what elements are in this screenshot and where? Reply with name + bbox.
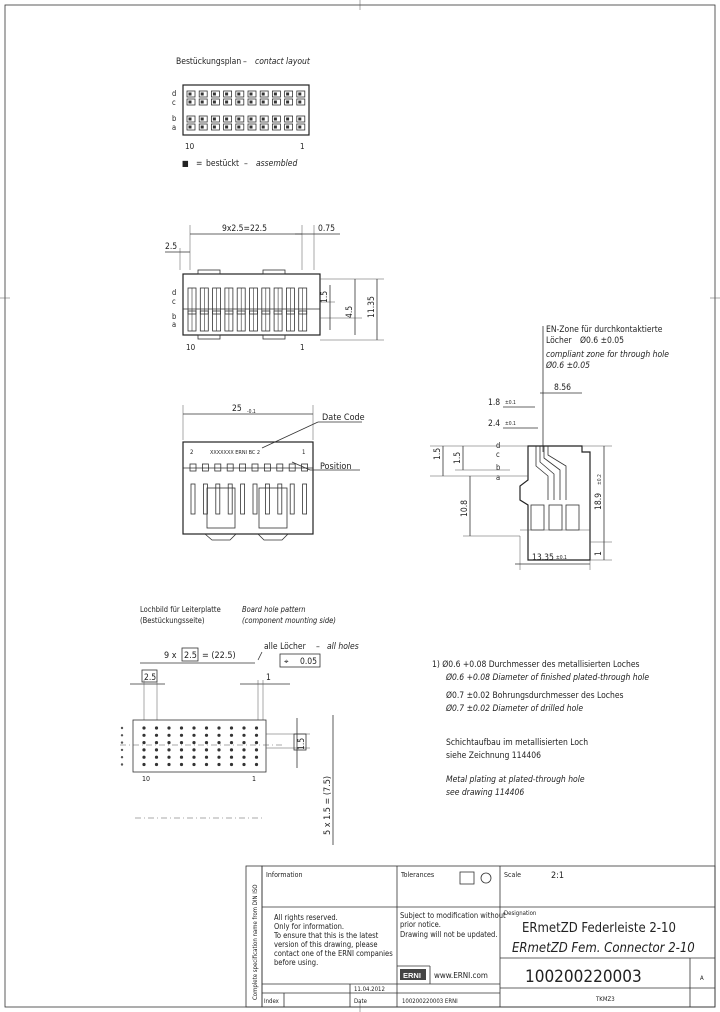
front-contact-slot	[228, 484, 232, 514]
board-hole	[230, 741, 233, 744]
board-hole	[155, 741, 158, 744]
contact-assembled-mark	[213, 93, 216, 96]
website: www.ERNI.com	[434, 971, 488, 980]
board-hole	[142, 741, 145, 744]
board-hole	[192, 756, 195, 759]
dim-24-tol: ±0.1	[505, 421, 516, 427]
dim-v-45: 4.5	[345, 305, 355, 318]
contact-assembled-mark	[201, 126, 204, 129]
tolerance-symbol	[460, 872, 474, 884]
board-hole	[217, 748, 220, 751]
front-contact-window	[289, 464, 295, 471]
side-hole-marker	[121, 734, 123, 736]
designation-label: Designation	[504, 910, 537, 917]
projection-symbol-icon	[481, 873, 491, 883]
date-code-label: Date Code	[322, 413, 365, 423]
board-hole	[217, 726, 220, 729]
zone-title-de: EN-Zone für durchkontaktierte	[546, 325, 663, 335]
front-contact-slot	[241, 484, 245, 514]
dim-left-25: 2.5	[165, 242, 178, 252]
position-tol: 0.05	[300, 657, 318, 667]
dim-1: 1	[594, 551, 604, 556]
dim-vertical: 5 x 1.5 = (7.5)	[323, 775, 333, 835]
contact-assembled-mark	[213, 126, 216, 129]
sheet-border	[5, 5, 715, 1007]
board-hole	[230, 756, 233, 759]
contact-assembled-mark	[286, 101, 289, 104]
zone-title-de2: Löcher	[546, 336, 572, 346]
note-2-en: Ø0.7 ±0.02 Diameter of drilled hole	[446, 704, 584, 714]
front-contact-slot	[265, 484, 269, 514]
board-hole	[230, 748, 233, 751]
note-4-en: Metal plating at plated-through hole	[446, 775, 585, 785]
contact-layout-section	[172, 57, 311, 169]
board-hole	[167, 726, 170, 729]
board-hole	[205, 741, 208, 744]
board-hole	[217, 741, 220, 744]
row-label-b: b	[496, 463, 501, 472]
board-hole	[217, 756, 220, 759]
front-contact-window	[252, 464, 258, 471]
contact-assembled-mark	[201, 118, 204, 121]
contact-assembled-mark	[237, 126, 240, 129]
board-hole	[242, 763, 245, 766]
front-contact-window	[190, 464, 196, 471]
contact-assembled-mark	[189, 126, 192, 129]
side-hole-marker	[121, 749, 123, 751]
pitch-suffix: = (22.5)	[202, 651, 236, 661]
contact-assembled-mark	[250, 101, 253, 104]
side-hole-marker	[121, 741, 123, 743]
front-contact-window	[227, 464, 233, 471]
pattern-subtitle-en: (component mounting side)	[242, 616, 336, 625]
front-contact-window	[202, 464, 208, 471]
layout-title-de: Bestückungsplan	[176, 57, 242, 67]
contact-assembled-mark	[274, 126, 277, 129]
board-hole	[192, 726, 195, 729]
note-1-de: 1) Ø0.6 +0.08 Durchmesser des metallisierten Loches	[432, 660, 640, 670]
board-hole	[192, 734, 195, 737]
svg-text:–: –	[316, 642, 320, 652]
row-label-a: a	[496, 473, 501, 482]
contact-assembled-mark	[274, 101, 277, 104]
front-contact-slot	[253, 484, 257, 514]
dim-189-tol: ±0.2	[597, 474, 603, 485]
dim-width-tol: -0.1	[247, 409, 256, 415]
contact-assembled-mark	[213, 118, 216, 121]
contact-assembled-mark	[286, 118, 289, 121]
front-contact-window	[264, 464, 270, 471]
board-hole	[167, 748, 170, 751]
board-hole	[230, 734, 233, 737]
notice-2: prior notice.	[400, 920, 441, 929]
contact-assembled-mark	[262, 126, 265, 129]
pattern-subtitle-de: (Bestückungsseite)	[140, 616, 205, 625]
all-holes-de: alle Löcher	[264, 642, 306, 652]
marking-text: XXXXXXX ERNI BC 2	[210, 450, 261, 456]
svg-text:–: –	[244, 159, 248, 169]
zone-dia-de: Ø0.6 ±0.05	[580, 336, 625, 346]
index-label: Index	[264, 998, 279, 1005]
side-hole-marker	[121, 756, 123, 758]
dim-15-left: 1.5	[433, 447, 443, 460]
pattern-outline	[133, 720, 266, 772]
board-hole	[192, 763, 195, 766]
svg-text:A: A	[700, 975, 704, 982]
front-contact-slot	[290, 484, 294, 514]
front-contact-slot	[278, 484, 282, 514]
board-hole	[167, 734, 170, 737]
row-label-c: c	[172, 297, 176, 306]
front-contact-window	[277, 464, 283, 471]
layout-pos-left: 10	[185, 142, 195, 151]
board-hole	[155, 763, 158, 766]
dim-189: 18.9	[594, 492, 604, 510]
contact-assembled-mark	[189, 93, 192, 96]
zone-dia-en: Ø0.6 ±0.05	[546, 361, 591, 371]
pattern-title-en: Board hole pattern	[242, 605, 306, 614]
front-contact-slot	[216, 484, 220, 514]
dim-width-25: 25	[232, 404, 242, 414]
top-view-section	[165, 224, 384, 352]
rights-6: before using.	[274, 958, 319, 967]
board-hole	[205, 756, 208, 759]
notes-section	[432, 659, 649, 798]
scale-value: 2:1	[551, 871, 565, 881]
note-1-en: Ø0.6 +0.08 Diameter of finished plated-through hole	[446, 673, 650, 683]
date-value: 11.04.2012	[354, 986, 385, 993]
board-hole	[192, 741, 195, 744]
board-hole	[230, 726, 233, 729]
board-hole	[217, 734, 220, 737]
board-hole	[180, 734, 183, 737]
front-peg-right	[259, 488, 287, 528]
dim-15-box: 1.5	[297, 737, 307, 750]
board-hole	[205, 763, 208, 766]
contact-assembled-mark	[298, 118, 301, 121]
designation-en: ERmetZD Fem. Connector 2-10	[512, 941, 695, 956]
layout-contact-grid	[183, 85, 309, 135]
svg-text:=: =	[196, 159, 203, 169]
info-label: Information	[266, 871, 303, 879]
board-hole	[142, 763, 145, 766]
rights-3: To ensure that this is the latest	[274, 931, 379, 940]
row-label-a: a	[172, 123, 177, 132]
board-hole	[142, 748, 145, 751]
part-number: 100200220003	[525, 967, 642, 987]
top-view-row-labels	[172, 288, 176, 329]
contact-assembled-mark	[262, 93, 265, 96]
pattern-pos-right: 1	[252, 775, 257, 783]
board-hole	[242, 741, 245, 744]
legend-de: bestückt	[206, 159, 240, 169]
front-peg-left	[207, 488, 235, 528]
top-pos-left: 10	[186, 343, 196, 352]
row-label-d: d	[172, 89, 177, 98]
board-hole	[255, 756, 258, 759]
board-hole	[155, 756, 158, 759]
board-hole	[205, 734, 208, 737]
contact-assembled-mark	[201, 101, 204, 104]
dim-1-right: 1	[266, 673, 271, 683]
top-view-body	[183, 274, 320, 335]
board-hole	[155, 734, 158, 737]
board-hole	[255, 763, 258, 766]
contact-assembled-mark	[225, 93, 228, 96]
top-pos-right: 1	[300, 343, 305, 352]
row-label-b: b	[172, 312, 177, 321]
board-hole	[155, 726, 158, 729]
board-hole	[180, 741, 183, 744]
dim-24: 2.4	[488, 419, 501, 429]
rights-2: Only for information.	[274, 922, 345, 931]
dim-18-tol: ±0.1	[505, 400, 516, 406]
front-contact-window	[240, 464, 246, 471]
dim-18: 1.8	[488, 398, 501, 408]
pattern-pos-left: 10	[142, 775, 151, 783]
contact-assembled-mark	[298, 126, 301, 129]
board-hole	[242, 734, 245, 737]
dim-1335: 13.35	[532, 553, 554, 563]
board-hole	[180, 726, 183, 729]
board-hole	[167, 756, 170, 759]
contact-assembled-mark	[274, 118, 277, 121]
pattern-title-de: Lochbild für Leiterplatte	[140, 605, 221, 614]
front-view-section	[183, 404, 365, 540]
doc-code: 100200220003 ERNI	[402, 998, 458, 1005]
board-hole	[230, 763, 233, 766]
dim-108: 10.8	[460, 499, 470, 517]
contact-assembled-mark	[225, 101, 228, 104]
board-hole	[255, 741, 258, 744]
board-pattern-section	[120, 605, 359, 845]
marking-left: 2	[190, 449, 194, 456]
front-contact-slot	[303, 484, 307, 514]
board-hole	[167, 763, 170, 766]
marking-right: 1	[302, 449, 306, 456]
rights-5: contact one of the ERNI companies	[274, 949, 393, 958]
note-3-de: Schichtaufbau im metallisierten Loch	[446, 738, 589, 748]
dim-1335-tol: ±0.1	[556, 555, 567, 561]
front-contact-slot	[191, 484, 195, 514]
layout-row-labels	[172, 89, 176, 132]
side-view-section	[430, 325, 669, 570]
contact-assembled-mark	[250, 126, 253, 129]
board-hole	[217, 763, 220, 766]
dim-right-075: 0.75	[318, 224, 336, 234]
notice-1: Subject to modification without	[400, 911, 506, 920]
all-holes-en: all holes	[327, 642, 359, 652]
board-hole	[192, 748, 195, 751]
designation-de: ERmetZD Federleiste 2-10	[522, 921, 676, 936]
sheet-code: TKMZ3	[596, 996, 615, 1003]
board-hole	[205, 748, 208, 751]
board-hole	[142, 734, 145, 737]
note-3-de2: siehe Zeichnung 114406	[446, 751, 541, 761]
dim-v-1135: 11.35	[367, 296, 377, 318]
board-hole	[142, 756, 145, 759]
front-contact-window	[215, 464, 221, 471]
hole-pattern-grid	[121, 726, 258, 766]
row-label-a: a	[172, 320, 177, 329]
board-hole	[242, 756, 245, 759]
contact-assembled-mark	[225, 118, 228, 121]
top-view-contact-grid	[183, 288, 320, 331]
contact-assembled-mark	[262, 101, 265, 104]
side-label: Complete specification name from DIN ISO	[252, 884, 259, 1000]
board-hole	[205, 726, 208, 729]
contact-assembled-mark	[274, 93, 277, 96]
side-hole-marker	[121, 763, 123, 765]
contact-assembled-mark	[225, 126, 228, 129]
date-label: Date	[354, 998, 367, 1005]
rights-1: All rights reserved.	[274, 913, 338, 922]
board-hole	[255, 726, 258, 729]
layout-title-en: contact layout	[255, 57, 310, 67]
notice-3: Drawing will not be updated.	[400, 930, 498, 939]
contact-assembled-mark	[237, 93, 240, 96]
position-label: Position	[320, 462, 352, 472]
row-label-b: b	[172, 114, 177, 123]
row-label-c: c	[172, 98, 176, 107]
board-hole	[155, 748, 158, 751]
contact-assembled-mark	[213, 101, 216, 104]
pitch-box: 2.5	[184, 651, 197, 661]
scale-label: Scale	[504, 871, 521, 879]
pitch-prefix: 9 x	[164, 651, 177, 661]
board-hole	[242, 748, 245, 751]
contact-assembled-mark	[250, 118, 253, 121]
board-hole	[180, 748, 183, 751]
contact-assembled-mark	[189, 118, 192, 121]
dim-total: 9x2.5=22.5	[222, 224, 267, 234]
contact-assembled-mark	[298, 93, 301, 96]
svg-text:–: –	[243, 57, 247, 67]
row-label-d: d	[172, 288, 177, 297]
erni-logo-text: ERNI	[403, 971, 421, 980]
board-hole	[167, 741, 170, 744]
board-hole	[255, 734, 258, 737]
board-hole	[142, 726, 145, 729]
contact-assembled-mark	[237, 101, 240, 104]
note-4-en2: see drawing 114406	[446, 788, 525, 798]
legend-symbol: ■	[182, 159, 189, 168]
rights-4: version of this drawing, please	[274, 940, 378, 949]
contact-assembled-mark	[298, 101, 301, 104]
dim-15-mid: 1.5	[453, 451, 463, 464]
note-2-de: Ø0.7 ±0.02 Bohrungsdurchmesser des Loches	[446, 691, 624, 701]
tolerance-label: Tolerances	[401, 871, 435, 879]
dim-v-15: 1.5	[320, 290, 330, 303]
board-hole	[180, 756, 183, 759]
svg-text:⌖: ⌖	[284, 657, 289, 666]
contact-assembled-mark	[201, 93, 204, 96]
layout-pos-right: 1	[300, 142, 305, 151]
dim-25-box: 2.5	[144, 673, 157, 683]
contact-assembled-mark	[189, 101, 192, 104]
zone-title-en: compliant zone for through hole	[546, 350, 670, 360]
contact-assembled-mark	[237, 118, 240, 121]
contact-assembled-mark	[286, 93, 289, 96]
contact-assembled-mark	[262, 118, 265, 121]
side-view-body	[520, 446, 590, 560]
row-label-d: d	[496, 441, 501, 450]
front-view-contact-slots	[183, 464, 313, 528]
legend-en: assembled	[256, 159, 298, 169]
dim-856: 8.56	[554, 383, 572, 393]
board-hole	[255, 748, 258, 751]
contact-assembled-mark	[250, 93, 253, 96]
side-hole-marker	[121, 727, 123, 729]
title-block	[246, 866, 715, 1007]
row-label-c: c	[496, 450, 500, 459]
contact-assembled-mark	[286, 126, 289, 129]
board-hole	[242, 726, 245, 729]
board-hole	[180, 763, 183, 766]
